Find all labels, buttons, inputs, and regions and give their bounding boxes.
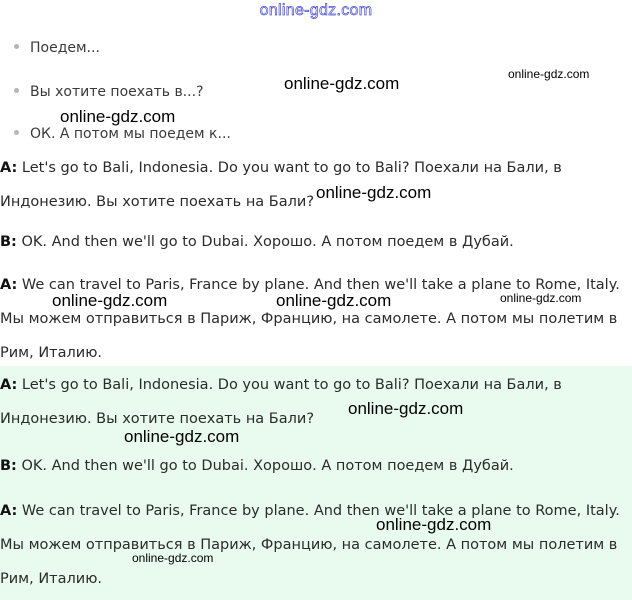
bullet-icon [14,88,19,93]
speaker-label: A: [0,277,18,293]
dialogue-line [0,268,630,370]
watermark: online-gdz.com [276,291,392,310]
watermark: online-gdz.com [500,291,582,305]
list-item: ОК. А потом мы поедем к... [14,126,231,142]
line-text: Let's go to Bali, Indonesia. Do you want to go to Bali? Поехали на Бали, в Индонезию. Вы хотите поехать на Бали? [0,377,562,427]
list-item: Вы хотите поехать в...? [14,84,204,100]
line-text: We can travel to Paris, France by plane. And then we'll take a plane to Rome, Italy. Мы можем отправиться в Париж, Францию, на самолете. А потом мы полетим в Рим, Италию. [0,277,620,361]
line-text: We can travel to Paris, France by plane. And then we'll take a plane to Rome, Italy. Мы можем отправиться в Париж, Францию, на самолете. А потом мы полетим в Рим, Италию. [0,503,620,587]
dialogue-line [0,368,630,436]
watermark: online-gdz.com [348,399,464,418]
watermark: online-gdz.com [132,551,214,565]
line-text: OK. And then we'll go to Dubai. Хорошо. А потом поедем в Дубай. [16,458,514,474]
dialogue-line [0,449,630,483]
watermark: online-gdz.com [52,291,168,310]
line-text: Let's go to Bali, Indonesia. Do you want to go to Bali? Поехали на Бали, в Индонезию. Вы хотите поехать на Бали? [0,160,562,210]
dialogue-line [0,151,630,219]
watermark: online-gdz.com [284,74,400,93]
bullet-icon [14,44,19,49]
watermark: online-gdz.com [508,67,590,81]
speaker-label: B: [0,458,17,474]
line-text: OK. And then we'll go to Dubai. Хорошо. А потом поедем в Дубай. [16,234,514,250]
speaker-label: A: [0,503,18,519]
dialogue-line [0,225,630,259]
watermark: online-gdz.com [376,515,492,534]
speaker-label: B: [0,234,17,250]
watermark: online-gdz.com [124,427,240,446]
bullet-icon [14,130,19,135]
site-watermark-header: online-gdz.com [259,2,373,19]
watermark: online-gdz.com [60,107,176,126]
speaker-label: A: [0,377,18,393]
list-item: Поедем... [14,40,100,56]
dialogue-line [0,494,630,596]
watermark: online-gdz.com [316,183,432,202]
speaker-label: A: [0,160,18,176]
